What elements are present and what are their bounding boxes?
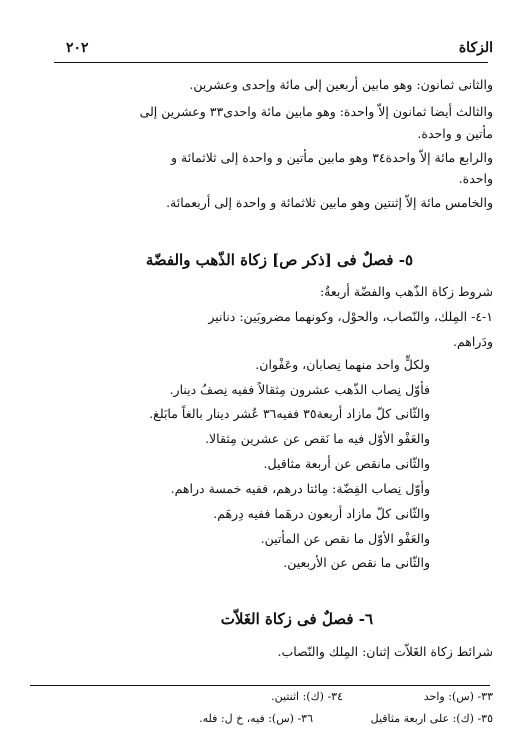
body-line: ١-٤- المِلك، والنّصاب، والحوْل، وكونهما مضروبَين: دنانير <box>208 309 493 324</box>
body-line: شرائط زكاة الغَلاّت إثنان: المِلك والنّصاب. <box>277 644 493 659</box>
body-line: والثانى ثمانون: وهو مابين أربعين إلى مائة وإحدى وعشرين. <box>189 77 493 92</box>
section-heading: ٥- فصلٌ فى [ذكر ص] زكاة الذّهب والفضّة <box>145 251 413 269</box>
section-heading: ٦- فصلٌ فى زكاة الغَلاّت <box>220 610 373 628</box>
body-line: واحدة. <box>458 171 493 186</box>
body-line: فأوّل نِصاب الذّهب عشرون مِثقالاً ففيه نِصفُ دينار. <box>169 382 430 397</box>
footnote: ٣٣- (س): واحد <box>423 690 493 703</box>
body-line: والثّانى مانقص عن أربعة مثاقيل. <box>263 456 430 471</box>
body-line: والثّانى ما نقص عن الأربعين. <box>283 555 430 570</box>
body-line: وأوّل نِصاب الفِضّة: مِائتا درهم، ففيه خمسة دراهم. <box>170 481 430 496</box>
body-line: ودَراهم. <box>453 334 493 349</box>
page-number: ٢٠٢ <box>66 40 89 56</box>
body-line: شروط زكاة الذّهب والفضّة أربعةٌ: <box>319 284 493 299</box>
running-title: الزكاة <box>458 40 493 56</box>
footnote: ٣٥- (ك): على اربعة مثاقيل <box>370 712 493 725</box>
footnote-divider <box>30 685 490 686</box>
footnote: ٣٤- (ك): اثنتين. <box>271 690 343 703</box>
body-line: مأتين و واحدة. <box>417 126 493 141</box>
body-line: والثّانى كلّ مازاد أربعة٣٥ ففيه٣٦ عُشر دينار بالغاً مابَلغ. <box>149 406 430 421</box>
header-divider <box>54 62 488 63</box>
body-line: والثّانى كلّ مازاد أربعون درهَما ففيه دِرهَم. <box>213 506 430 521</box>
body-line: والثالث أيضا ثمانون إلاّ واحدة: وهو مابين مائة واحدى٣٣ وعشرين إلى <box>139 104 493 119</box>
footnote: ٣٦- (س): فيه، خ ل: فله. <box>199 712 313 725</box>
body-line: والعَفْو الأوّل فيه ما نَقص عن عشرين مِثقالا. <box>205 431 430 446</box>
body-line: والخامس مائة إلاّ إثنتين وهو مابين ثلاثمائة و واحدة إلى أربعمائة. <box>166 195 493 210</box>
body-line: والعَفْو الأوّل ما نقص عن المأتين. <box>260 531 430 546</box>
body-line: ولكلٍّ واحد منهما نِصابان، وعَفْوان. <box>255 357 430 372</box>
body-line: والرابع مائة إلاّ واحدة٣٤ وهو مابين مأتين و واحدة إلى ثلاثمائة و <box>171 150 493 165</box>
